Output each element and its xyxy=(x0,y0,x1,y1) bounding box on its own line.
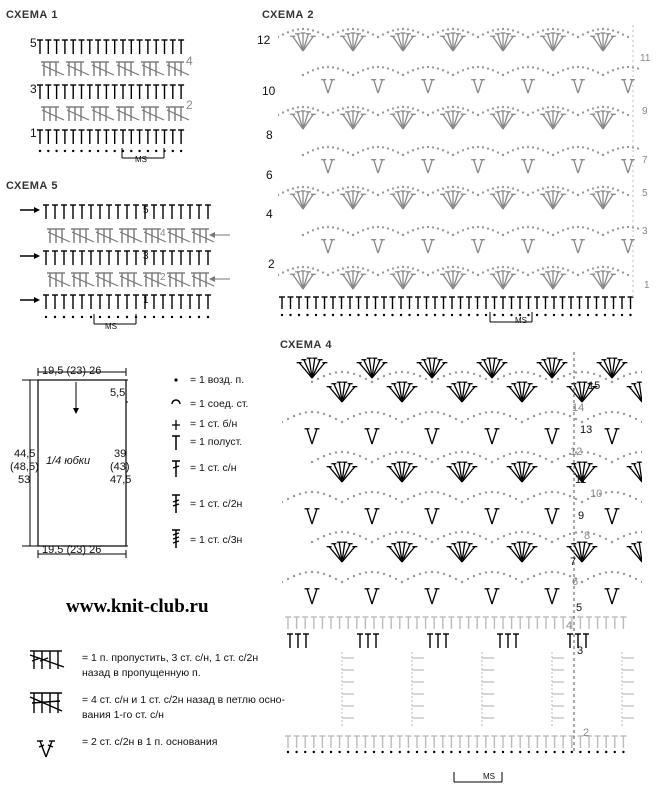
piece-right-length-2: (43) xyxy=(110,461,130,473)
scheme-5-row-1: 1 xyxy=(143,295,149,306)
scheme-1-row-1: 1 xyxy=(30,126,37,140)
scheme-5-title: СХЕМА 5 xyxy=(6,180,58,192)
scheme-5-row-2: 2 xyxy=(160,272,166,283)
scheme-4-row-14: 14 xyxy=(572,402,585,414)
piece-right-length-1: 39 xyxy=(114,448,127,460)
scheme-2-row-2: 2 xyxy=(268,257,275,271)
scheme-2-row-5: 5 xyxy=(642,188,648,199)
scheme-5-diagram xyxy=(20,195,250,325)
scheme-1-ms-label: MS xyxy=(135,155,147,164)
scheme-4-row-11: 11 xyxy=(575,474,587,486)
legend2-v-line1: = 2 ст. с/2н в 1 п. основания xyxy=(82,736,218,748)
scheme-1-row-4: 4 xyxy=(186,54,193,68)
scheme-2-row-8: 8 xyxy=(266,128,273,142)
scheme-4-title: СХЕМА 4 xyxy=(280,339,332,351)
legend-treble: = 1 ст. с/2н xyxy=(190,498,243,510)
scheme-4-row-13: 13 xyxy=(580,424,593,436)
v-group-icon xyxy=(37,741,55,757)
single-crochet-icon xyxy=(172,420,180,430)
treble-icon xyxy=(172,495,180,513)
scheme-2-row-6: 6 xyxy=(266,168,273,182)
scheme-4-row-9: 9 xyxy=(578,510,585,522)
scheme-1-row-3: 3 xyxy=(30,82,37,96)
scheme-4-row-12: 12 xyxy=(570,446,583,458)
website-url: www.knit-club.ru xyxy=(66,596,209,617)
half-double-icon xyxy=(172,436,180,450)
scheme-4-row-5: 5 xyxy=(576,602,583,614)
scheme-4-row-8: 8 xyxy=(584,530,591,542)
legend2-fan-line2: вания 1-го ст. с/н xyxy=(82,709,164,721)
piece-top-edge-height: 5,5 xyxy=(110,387,126,399)
scheme-4-ms-label: MS xyxy=(483,772,495,781)
scheme-1-title: СХЕМА 1 xyxy=(6,9,58,21)
piece-right-length-3: 47,5 xyxy=(110,474,132,486)
scheme-2-row-1: 1 xyxy=(644,280,650,291)
scheme-4-row-3: 3 xyxy=(577,645,584,657)
scheme-2-title: СХЕМА 2 xyxy=(262,9,314,21)
scheme-2-row-4: 4 xyxy=(266,207,273,221)
piece-left-length-3: 53 xyxy=(18,474,31,486)
scheme-4-row-7: 7 xyxy=(570,556,577,568)
scheme-1-diagram xyxy=(36,30,191,170)
piece-left-length-1: 44,5 xyxy=(14,448,36,460)
legend-slip-stitch: = 1 соед. ст. xyxy=(190,398,249,410)
scheme-2-row-12: 12 xyxy=(257,33,271,47)
chain-dot-icon xyxy=(174,378,177,381)
scheme-5-row-5: 5 xyxy=(143,205,149,216)
legend-icons xyxy=(166,370,186,550)
legend2-icons xyxy=(26,645,70,775)
fan-group-icon xyxy=(30,693,62,713)
scheme-5-row-4: 4 xyxy=(160,228,166,239)
scheme-4-row-2: 2 xyxy=(583,727,590,739)
legend2-fan-line1: = 4 ст. с/н и 1 ст. с/2н назад в петлю осно- xyxy=(82,694,286,706)
legend-double-treble: = 1 ст. с/3н xyxy=(190,534,243,546)
scheme-2-diagram xyxy=(278,25,640,330)
scheme-4-row-10: 10 xyxy=(590,488,603,500)
scheme-2-row-3: 3 xyxy=(642,226,648,237)
scheme-4-diagram xyxy=(282,352,642,792)
piece-width-bottom: 19,5 (23) 26 xyxy=(42,544,102,556)
scheme-5-ms-label: MS xyxy=(105,322,117,331)
scheme-2-ms-label: MS xyxy=(515,316,527,325)
scheme-2-row-9: 9 xyxy=(642,106,648,117)
piece-left-length-2: (48,5) xyxy=(10,461,39,473)
legend2-crossed-line2: назад в пропущенную п. xyxy=(82,667,201,679)
legend-half-double: = 1 полуст. xyxy=(190,436,243,448)
piece-width-top: 19,5 (23) 26 xyxy=(42,365,102,377)
scheme-4-row-4: 4 xyxy=(566,620,573,632)
scheme-4-row-6: 6 xyxy=(572,576,579,588)
slip-stitch-icon xyxy=(172,400,180,404)
legend2-crossed-line1: = 1 п. пропустить, 3 ст. с/н, 1 ст. с/2н xyxy=(82,652,259,664)
scheme-2-row-7: 7 xyxy=(642,155,648,166)
scheme-1-row-2: 2 xyxy=(186,98,193,112)
scheme-5-row-3: 3 xyxy=(143,251,149,262)
scheme-2-row-10: 10 xyxy=(262,84,276,98)
scheme-1-row-5: 5 xyxy=(30,36,37,50)
crossed-group-icon xyxy=(30,651,64,669)
double-treble-icon xyxy=(172,530,180,548)
legend-double-crochet: = 1 ст. с/н xyxy=(190,462,237,474)
scheme-2-row-11: 11 xyxy=(640,53,651,64)
legend-chain: = 1 возд. п. xyxy=(190,374,245,386)
legend-single-crochet: = 1 ст. б/н xyxy=(190,418,238,430)
scheme-4-row-15: 15 xyxy=(588,380,601,392)
double-crochet-icon xyxy=(172,461,180,477)
piece-center-label: 1/4 юбки xyxy=(46,455,91,467)
